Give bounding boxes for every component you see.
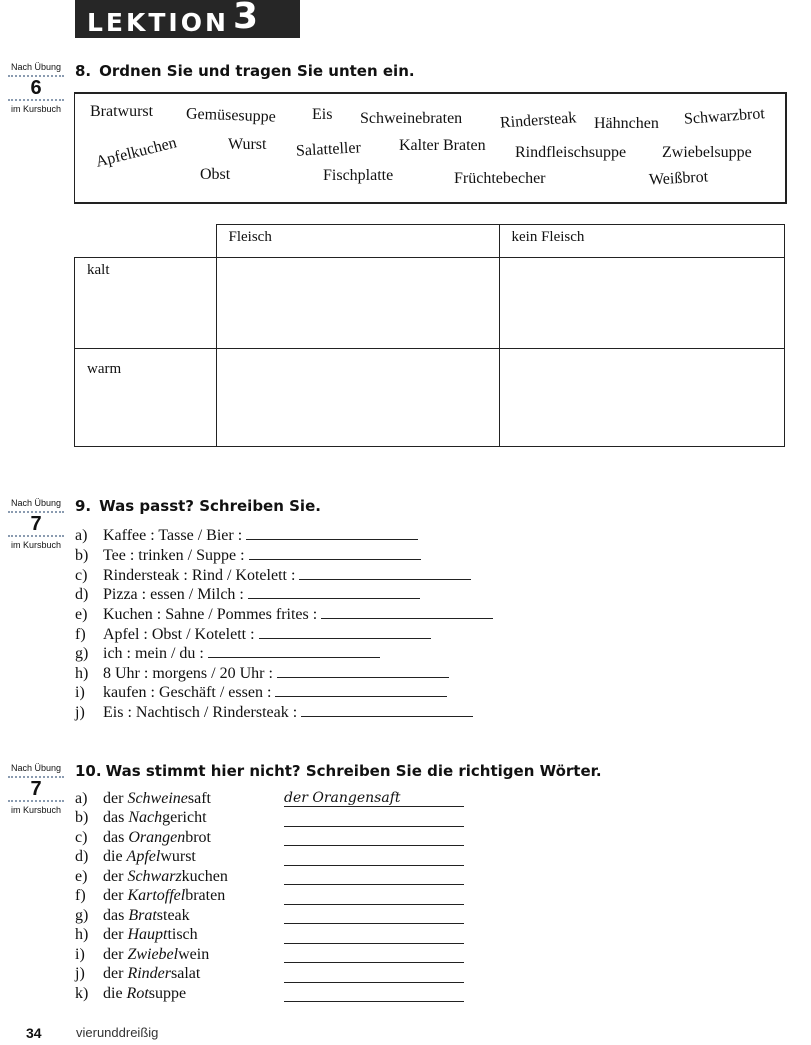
sorting-table xyxy=(74,224,785,447)
exercise-9-heading xyxy=(75,497,321,515)
item-text: Rindersteak : Rind / Kotelett : xyxy=(103,567,296,584)
item-letter: f) xyxy=(75,887,86,904)
page-number-word: vierunddreißig xyxy=(76,1025,159,1040)
item-wrong-part: Zwiebel xyxy=(127,946,179,963)
list-item xyxy=(75,926,198,946)
answer-blank[interactable] xyxy=(249,545,421,560)
exercise-title: Was passt? Schreiben Sie. xyxy=(99,497,321,515)
answer-line[interactable] xyxy=(284,948,464,963)
side-note-ex8 xyxy=(6,62,66,114)
list-item xyxy=(75,868,228,888)
list-item xyxy=(75,643,380,663)
exercise-10-heading xyxy=(75,762,602,780)
item-text: Pizza : essen / Milch : xyxy=(103,586,244,603)
word: Rindersteak xyxy=(499,109,577,132)
item-rest: braten xyxy=(185,887,226,904)
item-rest: wein xyxy=(178,946,210,963)
answer-blank[interactable] xyxy=(321,604,493,619)
answer-line[interactable] xyxy=(284,812,464,827)
item-letter: e) xyxy=(75,606,88,623)
side-note-top: Nach Übung xyxy=(10,62,62,72)
answer-line[interactable] xyxy=(284,851,464,866)
table-row-label-warm: warm xyxy=(75,349,217,447)
side-note-bottom: im Kursbuch xyxy=(10,805,62,815)
answer-blank[interactable] xyxy=(246,525,418,540)
word: Bratwurst xyxy=(90,103,154,120)
item-text: Eis : Nachtisch / Rindersteak : xyxy=(103,704,298,721)
page-number: 34 xyxy=(26,1025,42,1041)
exercise-number: 9. xyxy=(75,497,92,515)
list-item xyxy=(75,790,211,810)
item-letter: d) xyxy=(75,848,89,865)
list-item xyxy=(75,848,196,868)
answer-line[interactable] xyxy=(284,909,464,924)
item-article: der xyxy=(103,965,124,982)
item-text: kaufen : Geschäft / essen : xyxy=(103,684,272,701)
list-item xyxy=(75,985,186,1005)
item-letter: b) xyxy=(75,809,89,826)
item-letter: c) xyxy=(75,829,88,846)
word: Kalter Braten xyxy=(399,137,486,154)
item-text: Apfel : Obst / Kotelett : xyxy=(103,626,255,643)
item-wrong-part: Rot xyxy=(126,985,149,1002)
side-note-number: 7 xyxy=(8,776,64,802)
side-note-ex10 xyxy=(6,763,66,815)
item-text: Tee : trinken / Suppe : xyxy=(103,547,245,564)
item-text: Kaffee : Tasse / Bier : xyxy=(103,527,243,544)
lesson-number: 3 xyxy=(233,0,259,37)
item-rest: saft xyxy=(187,790,211,807)
item-letter: j) xyxy=(75,704,85,721)
word: Salatteller xyxy=(295,139,362,160)
item-wrong-part: Schweine xyxy=(127,790,188,807)
item-letter: e) xyxy=(75,868,88,885)
item-rest: gericht xyxy=(162,809,207,826)
item-letter: g) xyxy=(75,907,89,924)
lesson-label: LEKTION xyxy=(87,8,229,37)
word: Rindfleischsuppe xyxy=(515,144,627,161)
word: Wurst xyxy=(228,136,267,153)
list-item xyxy=(75,887,225,907)
item-article: der xyxy=(103,868,124,885)
item-wrong-part: Brat xyxy=(128,907,157,924)
exercise-title: Was stimmt hier nicht? Schreiben Sie die richtigen Wörter. xyxy=(105,762,602,780)
table-cell-cold-meat[interactable] xyxy=(216,258,499,349)
item-letter: d) xyxy=(75,586,89,603)
item-rest: wurst xyxy=(160,848,196,865)
item-rest: suppe xyxy=(148,985,187,1002)
item-text: ich : mein / du : xyxy=(103,645,204,662)
word: Weißbrot xyxy=(648,168,709,189)
item-letter: c) xyxy=(75,567,88,584)
table-cell-warm-meat[interactable] xyxy=(216,349,499,447)
list-item xyxy=(75,624,431,644)
item-letter: g) xyxy=(75,645,89,662)
word: Fischplatte xyxy=(323,167,394,184)
table-header-meat: Fleisch xyxy=(216,225,499,258)
item-letter: f) xyxy=(75,626,86,643)
item-letter: i) xyxy=(75,684,85,701)
item-text: Kuchen : Sahne / Pommes frites : xyxy=(103,606,318,623)
word: Eis xyxy=(312,106,333,123)
list-item xyxy=(75,682,447,702)
item-rest: steak xyxy=(156,907,190,924)
word: Schweinebraten xyxy=(360,110,463,127)
item-rest: brot xyxy=(185,829,211,846)
item-article: das xyxy=(103,809,125,826)
list-item xyxy=(75,584,420,604)
side-note-top: Nach Übung xyxy=(10,498,62,508)
list-item xyxy=(75,907,190,927)
lesson-banner xyxy=(75,0,300,38)
word: Obst xyxy=(200,166,231,183)
answer-blank[interactable] xyxy=(301,702,473,717)
answer-blank[interactable] xyxy=(275,682,447,697)
item-rest: kuchen xyxy=(181,868,228,885)
handwritten-answer: der Orangensaft xyxy=(284,790,401,806)
word: Apfelkuchen xyxy=(94,134,179,171)
list-item xyxy=(75,809,207,829)
word-box xyxy=(74,92,787,204)
word: Früchtebecher xyxy=(454,170,546,187)
item-wrong-part: Schwarz xyxy=(127,868,182,885)
item-letter: h) xyxy=(75,926,89,943)
list-item xyxy=(75,604,493,624)
list-item xyxy=(75,702,473,722)
word: Gemüsesuppe xyxy=(185,105,277,126)
item-letter: b) xyxy=(75,547,89,564)
exercise-title: Ordnen Sie und tragen Sie unten ein. xyxy=(99,62,415,80)
item-rest: tisch xyxy=(167,926,198,943)
item-text: 8 Uhr : morgens / 20 Uhr : xyxy=(103,665,273,682)
side-note-top: Nach Übung xyxy=(10,763,62,773)
side-note-number: 6 xyxy=(8,75,64,101)
answer-line[interactable] xyxy=(284,929,464,944)
exercise-number: 10. xyxy=(75,762,102,780)
word: Schwarzbrot xyxy=(683,105,766,128)
word: Zwiebelsuppe xyxy=(662,144,752,161)
table-header-no-meat: kein Fleisch xyxy=(499,225,785,258)
table-row-label-cold: kalt xyxy=(75,258,217,349)
answer-blank[interactable] xyxy=(299,565,471,580)
side-note-bottom: im Kursbuch xyxy=(10,104,62,114)
side-note-bottom: im Kursbuch xyxy=(10,540,62,550)
item-article: der xyxy=(103,887,124,904)
answer-blank[interactable] xyxy=(248,584,420,599)
item-article: das xyxy=(103,907,125,924)
item-wrong-part: Rinder xyxy=(127,965,171,982)
answer-line[interactable] xyxy=(284,968,464,983)
item-wrong-part: Orangen xyxy=(128,829,186,846)
item-wrong-part: Kartoffel xyxy=(127,887,186,904)
list-item xyxy=(75,663,449,683)
item-wrong-part: Apfel xyxy=(126,848,161,865)
item-letter: a) xyxy=(75,527,88,544)
item-letter: i) xyxy=(75,946,85,963)
side-note-number: 7 xyxy=(8,511,64,537)
answer-blank[interactable] xyxy=(277,663,449,678)
answer-blank[interactable] xyxy=(208,643,380,658)
exercise-8-heading xyxy=(75,62,415,80)
item-letter: j) xyxy=(75,965,85,982)
item-letter: h) xyxy=(75,665,89,682)
item-article: der xyxy=(103,790,124,807)
answer-line[interactable] xyxy=(284,792,464,807)
item-article: der xyxy=(103,946,124,963)
list-item xyxy=(75,829,211,849)
side-note-ex9 xyxy=(6,498,66,550)
list-item xyxy=(75,946,209,966)
list-item xyxy=(75,545,421,565)
answer-line[interactable] xyxy=(284,987,464,1002)
list-item xyxy=(75,565,471,585)
item-rest: salat xyxy=(170,965,201,982)
item-letter: a) xyxy=(75,790,88,807)
item-wrong-part: Nach xyxy=(128,809,163,826)
list-item xyxy=(75,965,200,985)
answer-line[interactable] xyxy=(284,870,464,885)
table-cell-cold-no-meat[interactable] xyxy=(499,258,785,349)
exercise-number: 8. xyxy=(75,62,92,80)
item-article: der xyxy=(103,926,124,943)
item-article: die xyxy=(103,848,123,865)
table-cell-warm-no-meat[interactable] xyxy=(499,349,785,447)
table-corner xyxy=(75,225,217,258)
item-wrong-part: Haupt xyxy=(127,926,168,943)
answer-line[interactable] xyxy=(284,890,464,905)
item-article: die xyxy=(103,985,123,1002)
word: Hähnchen xyxy=(594,115,659,132)
list-item xyxy=(75,525,418,545)
answer-line[interactable] xyxy=(284,831,464,846)
item-article: das xyxy=(103,829,125,846)
answer-blank[interactable] xyxy=(259,624,431,639)
item-letter: k) xyxy=(75,985,89,1002)
